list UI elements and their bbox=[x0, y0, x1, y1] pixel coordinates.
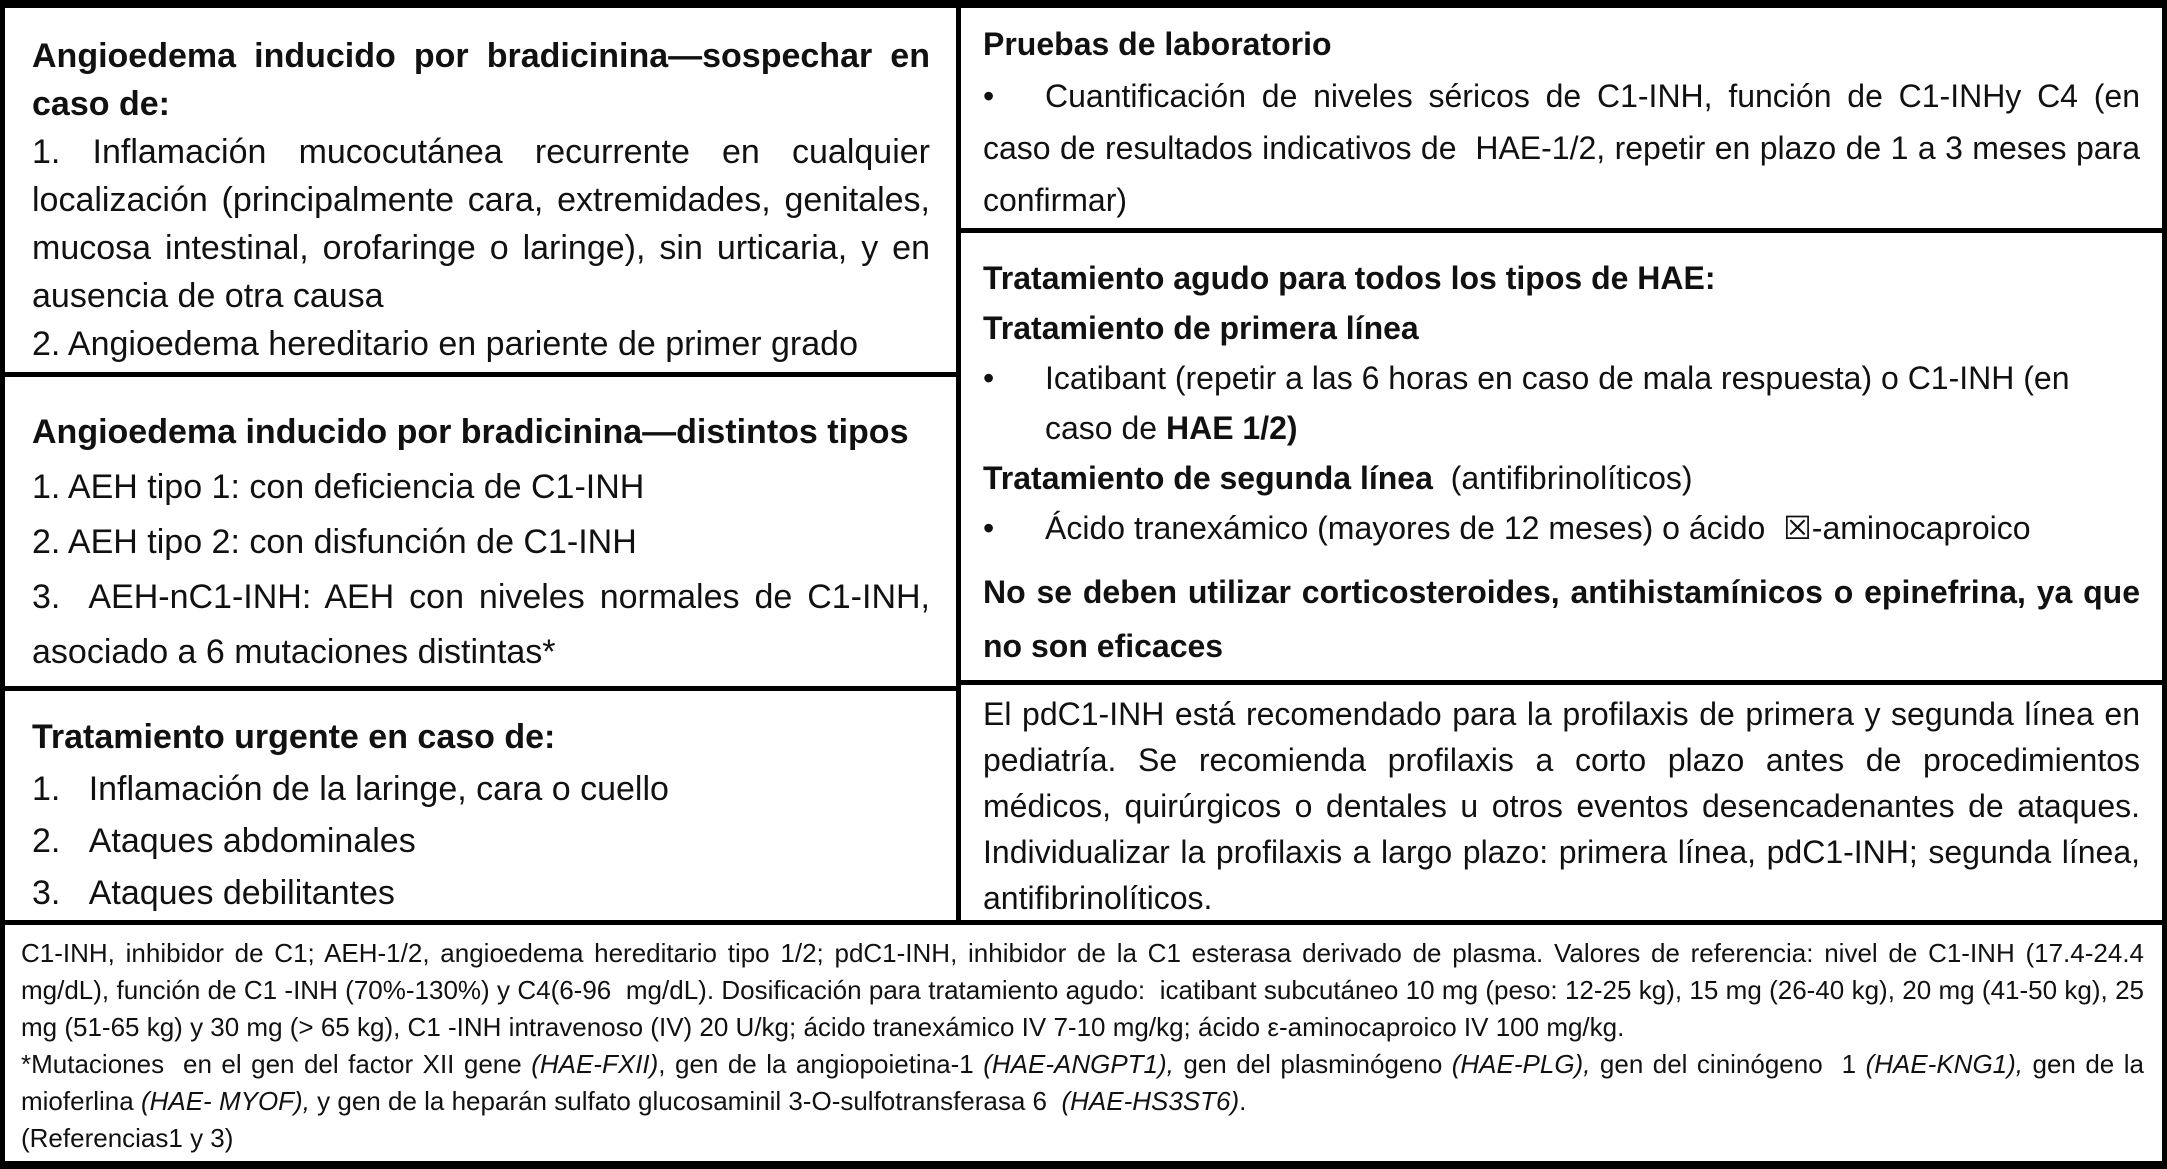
bullet-icon: • bbox=[983, 360, 995, 396]
cell-bradykinin-types bbox=[5, 377, 956, 686]
list-item: 2. Angioedema hereditario en pariente de primer grado bbox=[32, 325, 858, 363]
list-item: 3. AEH-nC1-INH: AEH con niveles normales de C1-INH, asociado a 6 mutaciones distintas* bbox=[32, 578, 930, 671]
footnote-abbreviations: C1-INH, inhibidor de C1; AEH-1/2, angioedema hereditario tipo 1/2; pdC1-INH, inhibidor de la C1 esterasa derivado de plasma. Valores de referencia: nivel de C1-INH (17.4-24.4 mg/dL), función de C1 -INH (70%-130%) y C4(6-96 mg/dL). Dosificación para tratamiento agudo: icatibant subcutáneo 10 mg (peso: 12-25 kg), 15 mg (26-40 kg), 20 mg (41-50 kg), 25 mg (51-65 kg) y 30 mg (> 65 kg), C1 -INH intravenoso (IV) 20 U/kg; ácido tranexámico IV 7-10 mg/kg; ácido ε-aminocaproico IV 100 mg/kg. bbox=[21, 938, 2144, 1042]
warning-text: No se deben utilizar corticosteroides, antihistamínicos o epinefrina, ya que no son eficaces bbox=[983, 574, 2140, 664]
footnote-references: (Referencias1 y 3) bbox=[21, 1123, 234, 1153]
cell-heading: Tratamiento agudo para todos los tipos de HAE: bbox=[983, 260, 1716, 296]
subheading-first-line: Tratamiento de primera línea bbox=[983, 310, 1419, 346]
bullet-text-bold: HAE 1/2) bbox=[1165, 410, 1298, 446]
cell-urgent-treatment bbox=[5, 691, 956, 920]
list-item: 3. Ataques debilitantes bbox=[32, 874, 395, 912]
bullet-item bbox=[983, 353, 2140, 453]
bullet-icon: • bbox=[983, 510, 995, 546]
list-item: 2. Ataques abdominales bbox=[32, 822, 416, 860]
bullet-item bbox=[983, 503, 2140, 553]
bullet-text: Icatibant (repetir a las 6 horas en caso de mala respuesta) o C1-INH (en caso de bbox=[1045, 360, 2070, 446]
cell-acute-treatment bbox=[961, 233, 2162, 680]
bullet-text: Cuantificación de niveles séricos de C1-INH, función de C1-INHy C4 (en caso de resultados indicativos de HAE-1/2, repetir en plazo de 1 a 3 meses para confirmar) bbox=[983, 78, 2140, 218]
list-item: 1. Inflamación mucocutánea recurrente en cualquier localización (principalmente cara, extremidades, genitales, mucosa intestinal, orofaringe o laringe), sin urticaria, y en ausencia de otra causa bbox=[32, 133, 930, 315]
list-item: 1. Inflamación de la laringe, cara o cuello bbox=[32, 770, 669, 808]
bullet-item bbox=[983, 70, 2140, 226]
cell-heading: Pruebas de laboratorio bbox=[983, 26, 1332, 62]
cell-heading: Angioedema inducido por bradicinina—distintos tipos bbox=[32, 413, 909, 451]
cell-heading: Angioedema inducido por bradicinina—sospechar en caso de: bbox=[32, 37, 930, 123]
list-item: 1. AEH tipo 1: con deficiencia de C1-INH bbox=[32, 468, 645, 506]
footnote bbox=[5, 925, 2162, 1160]
subheading-second-line: Tratamiento de segunda línea (antifibrinolíticos) bbox=[983, 460, 1693, 496]
cell-bradykinin-suspect bbox=[5, 8, 956, 372]
list-item: 2. AEH tipo 2: con disfunción de C1-INH bbox=[32, 523, 637, 561]
paragraph: El pdC1-INH está recomendado para la profilaxis de primera y segunda línea en pediatría. Se recomienda profilaxis a corto plazo antes de procedimientos médicos, quirúrgicos o dentales u otros eventos desencadenantes de ataques. Individualizar la profilaxis a largo plazo: primera línea, pdC1-INH; segunda línea, antifibrinolíticos. bbox=[983, 696, 2140, 916]
cell-heading: Tratamiento urgente en caso de: bbox=[32, 718, 556, 756]
bullet-icon: • bbox=[983, 78, 995, 114]
footnote-mutations: *Mutaciones en el gen del factor XII gene (HAE-FXII), gen de la angiopoietina-1 (HAE-ANGPT1), gen del plasminógeno (HAE-PLG), gen del cininógeno 1 (HAE-KNG1), gen de la mioferlina (HAE- MYOF), y gen de la heparán sulfato glucosaminil 3-O-sulfotransferasa 6 (HAE-HS3ST6). bbox=[21, 1049, 2144, 1116]
cell-prophylaxis bbox=[961, 685, 2162, 920]
cell-lab-tests bbox=[961, 8, 2162, 228]
bullet-text: Ácido tranexámico (mayores de 12 meses) o ácido ☒-aminocaproico bbox=[1045, 510, 2031, 546]
